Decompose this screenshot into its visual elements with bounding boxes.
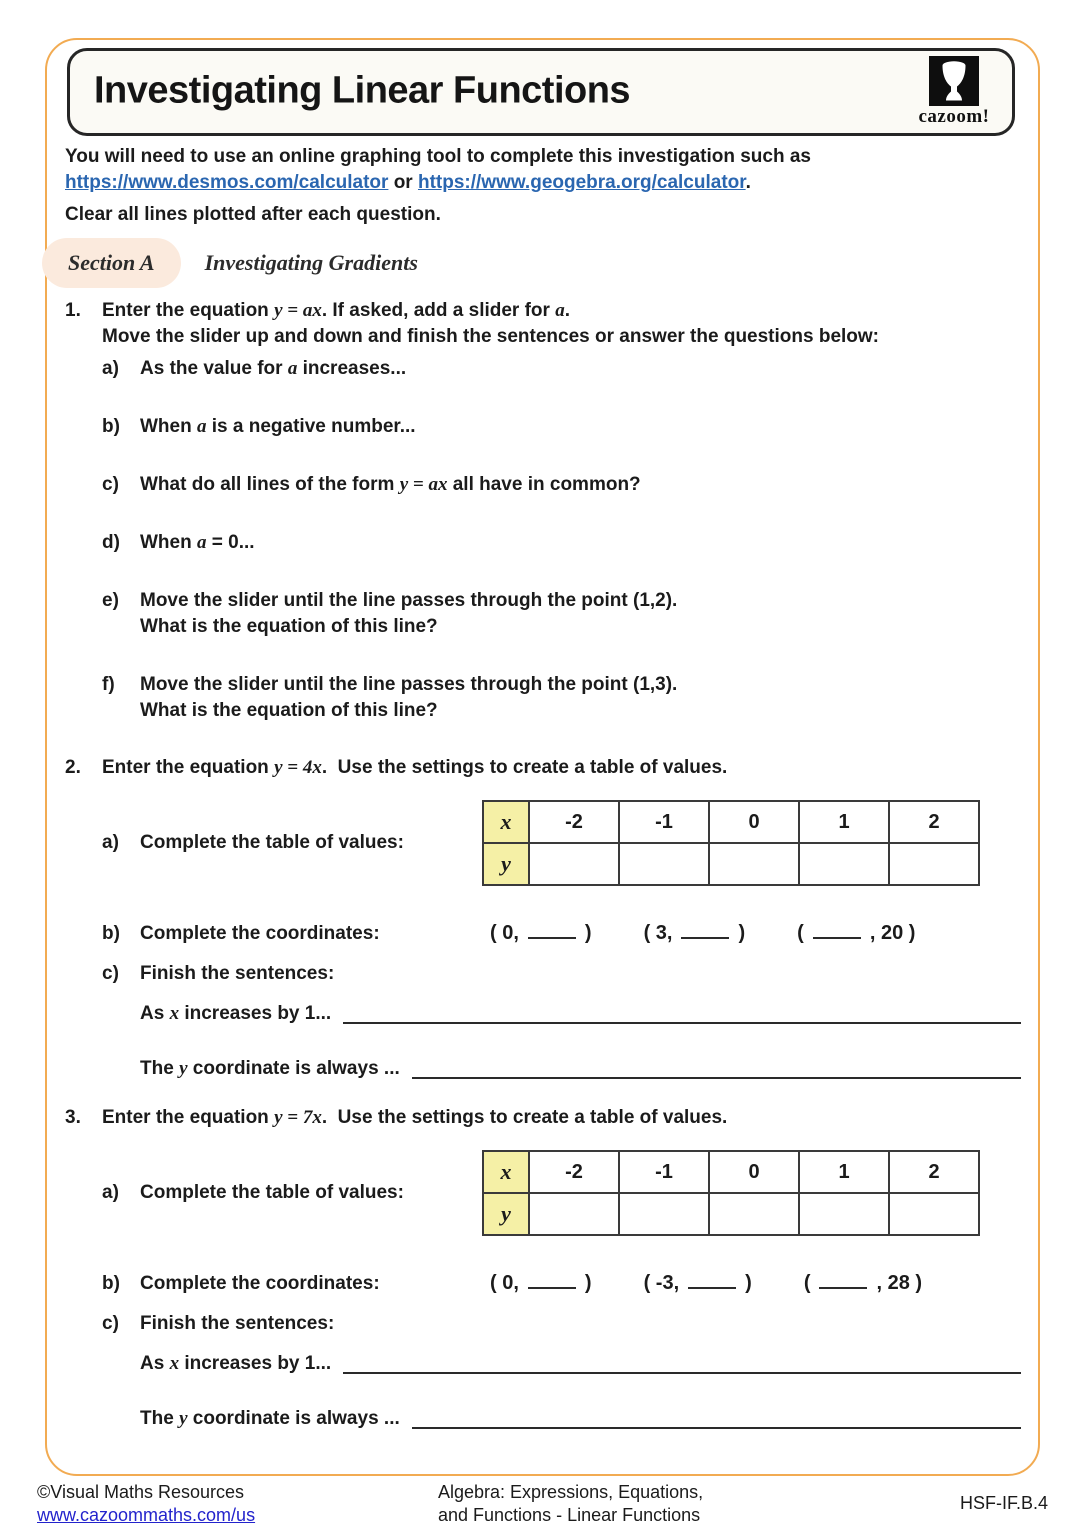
math-expression: a (197, 532, 207, 553)
text-seg: increases by 1... (179, 1003, 332, 1024)
question-2-number: 2. (65, 757, 81, 778)
q3-table-y-header: y (483, 1193, 529, 1235)
q2-sentence-1 (140, 1001, 1021, 1027)
answer-blank (819, 1275, 867, 1289)
footer-left (37, 1481, 255, 1527)
q3-sentence-1 (140, 1351, 1021, 1377)
intro-joiner: or (388, 172, 418, 193)
q3-values-table (482, 1150, 980, 1236)
q3-item-a-label: a) (102, 1182, 119, 1203)
text-seg: . Use the settings to create a table of values. (321, 757, 728, 778)
q3-table-y-cell-empty (889, 1193, 979, 1235)
text-seg: Enter the equation (102, 1107, 275, 1128)
q1-item-d (102, 530, 1021, 556)
q1-item-c (102, 472, 1021, 498)
q2-table-x-cell: 0 (709, 801, 799, 843)
math-expression: x (169, 1003, 180, 1024)
question-3 (65, 1105, 1021, 1432)
math-expression: y (179, 1058, 188, 1079)
answer-line (412, 1056, 1021, 1079)
question-3-head (65, 1105, 1021, 1131)
answer-blank (813, 925, 861, 939)
q3-item-c (102, 1311, 1021, 1337)
q2-table-x-cell: 2 (889, 801, 979, 843)
answer-blank (528, 925, 576, 939)
question-3-number: 3. (65, 1107, 81, 1128)
q1-item-a-text (140, 356, 1021, 382)
q1-item-b (102, 414, 1021, 440)
q3-item-a-labelgroup (102, 1180, 482, 1206)
q1-text-seg: Enter the equation (102, 300, 275, 321)
q2-table-x-row (483, 801, 979, 843)
text-seg: coordinate is always ... (187, 1408, 400, 1429)
coord-text: , 28 ) (876, 1272, 923, 1294)
q2-item-b-labelgroup (102, 921, 490, 947)
q2-table-y-cell-empty (799, 843, 889, 885)
math-expression: y = ax (274, 300, 322, 321)
q1-item-f-text (140, 672, 1021, 724)
q2-table-y-cell-empty (529, 843, 619, 885)
q2-sentence-2-text (140, 1056, 400, 1082)
q3-item-b-labelgroup (102, 1271, 490, 1297)
math-expression: y = ax (399, 474, 448, 495)
text-seg: What is the equation of this line? (140, 616, 438, 637)
q3-item-b-text: Complete the coordinates: (140, 1273, 380, 1294)
q2-item-b (102, 920, 1021, 947)
coordinate-group (644, 1270, 752, 1296)
q1-item-c-label: c) (102, 474, 119, 495)
q3-item-a (102, 1150, 1021, 1236)
text-seg: is a negative number... (206, 416, 416, 437)
q2-item-a (102, 800, 1021, 886)
question-3-text (102, 1105, 1021, 1131)
coordinate-group (490, 920, 592, 946)
q3-coordinates (490, 1270, 922, 1296)
math-expression: a (555, 300, 565, 321)
q2-table-x-header: x (483, 801, 529, 843)
q3-table-x-header: x (483, 1151, 529, 1193)
coord-text: ) (738, 922, 746, 944)
q1-item-b-label: b) (102, 416, 120, 437)
math-expression: a (197, 416, 207, 437)
answer-line (343, 1001, 1021, 1024)
coord-text: ) (584, 922, 592, 944)
q3-sentence-2-text (140, 1406, 400, 1432)
q3-table-y-cell-empty (709, 1193, 799, 1235)
cazoom-wordmark: cazoom! (918, 106, 990, 127)
q3-table-x-cell: 1 (799, 1151, 889, 1193)
text-seg: all have in common? (447, 474, 641, 495)
text-seg: increases... (297, 358, 407, 379)
text-seg: The (140, 1408, 180, 1429)
question-1-sublist (102, 356, 1021, 724)
text-seg: . Use the settings to create a table of values. (321, 1107, 728, 1128)
coord-text: ( -3, (643, 1272, 680, 1294)
q3-item-b-label: b) (102, 1273, 120, 1294)
q3-table-x-row (483, 1151, 979, 1193)
coordinate-group (804, 1270, 922, 1296)
coord-text: ) (584, 1272, 592, 1294)
q1-item-e-label: e) (102, 590, 119, 611)
q3-table-x-cell: 0 (709, 1151, 799, 1193)
coord-text: ( (803, 1272, 811, 1294)
q2-table-x-cell: -2 (529, 801, 619, 843)
q3-table-y-cell-empty (619, 1193, 709, 1235)
q1-text-seg: . (564, 300, 570, 321)
intro-period: . (745, 172, 751, 193)
q2-item-b-text: Complete the coordinates: (140, 923, 380, 944)
footer-site-link[interactable]: www.cazoommaths.com/us (37, 1505, 256, 1525)
answer-blank (688, 1275, 736, 1289)
footer-topic-line2: and Functions - Linear Functions (438, 1505, 701, 1525)
q3-sentence-1-text (140, 1351, 331, 1377)
coordinate-group (644, 920, 746, 946)
q2-sentence-1-text (140, 1001, 331, 1027)
q3-table-y-cell-empty (529, 1193, 619, 1235)
q1-item-f (102, 672, 1021, 724)
q3-table-x-cell: -2 (529, 1151, 619, 1193)
math-expression: y = 4x (274, 757, 322, 778)
text-seg: As the value for (140, 358, 288, 379)
text-seg: As (140, 1353, 170, 1374)
intro-text (65, 144, 1005, 196)
q3-item-c-text: Finish the sentences: (140, 1313, 335, 1334)
q1-item-d-text (140, 530, 1021, 556)
q1-text-seg: . If asked, add a slider for (321, 300, 556, 321)
footer-standard-code: HSF-IF.B.4 (959, 1493, 1048, 1513)
q2-table-y-row (483, 843, 979, 885)
text-seg: Move the slider until the line passes through the point (1,2). (140, 590, 678, 611)
q1-item-c-text (140, 472, 1021, 498)
q1-item-d-label: d) (102, 532, 120, 553)
text-seg: When (140, 416, 197, 437)
question-1-head (65, 298, 1021, 350)
q1-item-e (102, 588, 1021, 640)
answer-blank (528, 1275, 576, 1289)
worksheet-frame (45, 38, 1040, 1476)
footer-copyright: ©Visual Maths Resources (37, 1482, 245, 1502)
question-1-number: 1. (65, 300, 81, 321)
q1-item-f-label: f) (102, 674, 115, 695)
q2-table-y-cell-empty (709, 843, 799, 885)
coordinate-group (490, 1270, 592, 1296)
q2-item-a-labelgroup (102, 830, 482, 856)
footer-topic (438, 1481, 703, 1527)
text-seg: What do all lines of the form (140, 474, 400, 495)
q1-item-e-text (140, 588, 1021, 640)
footer-topic-line1: Algebra: Expressions, Equations, (438, 1482, 704, 1502)
desmos-link[interactable]: https://www.desmos.com/calculator (65, 172, 389, 193)
q2-table-y-cell-empty (619, 843, 709, 885)
text-seg: Move the slider until the line passes through the point (1,3). (140, 674, 678, 695)
answer-line (412, 1406, 1021, 1429)
math-expression: y (179, 1408, 188, 1429)
section-header (42, 238, 418, 288)
q1-item-a-label: a) (102, 358, 119, 379)
q3-item-c-label: c) (102, 1313, 119, 1334)
coord-text: , 20 ) (869, 922, 916, 944)
cazoom-logo (912, 56, 996, 128)
q3-sentence-2 (140, 1406, 1021, 1432)
coordinate-group (797, 920, 915, 946)
geogebra-link[interactable]: https://www.geogebra.org/calculator (417, 172, 746, 193)
q3-item-b (102, 1270, 1021, 1297)
q2-item-a-text: Complete the table of values: (140, 832, 404, 853)
text-seg: = 0... (206, 532, 255, 553)
coord-text: ( 3, (643, 922, 673, 944)
section-a-pill: Section A (42, 238, 181, 288)
math-expression: x (169, 1353, 180, 1374)
title-box (67, 48, 1015, 136)
text-seg: coordinate is always ... (187, 1058, 400, 1079)
q2-item-a-label: a) (102, 832, 119, 853)
cazoom-goblet-icon (929, 56, 979, 106)
q2-item-c-label: c) (102, 963, 119, 984)
q2-table-y-header: y (483, 843, 529, 885)
math-expression: y = 7x (274, 1107, 322, 1128)
question-2 (65, 755, 1021, 1082)
q3-table-y-row (483, 1193, 979, 1235)
q2-item-c (102, 961, 1021, 987)
q3-table-x-cell: 2 (889, 1151, 979, 1193)
q3-table-x-cell: -1 (619, 1151, 709, 1193)
q2-item-c-text: Finish the sentences: (140, 963, 335, 984)
q2-values-table (482, 800, 980, 886)
text-seg: Enter the equation (102, 757, 275, 778)
q1-item-b-text (140, 414, 1021, 440)
coord-text: ( 0, (490, 922, 519, 944)
clear-instruction: Clear all lines plotted after each question. (65, 204, 441, 225)
section-a-heading: Investigating Gradients (204, 250, 418, 275)
question-2-head (65, 755, 1021, 781)
coord-text: ( 0, (490, 1272, 519, 1294)
q1-item-a (102, 356, 1021, 382)
q2-sentence-2 (140, 1056, 1021, 1082)
text-seg: What is the equation of this line? (140, 700, 438, 721)
q3-item-a-text: Complete the table of values: (140, 1182, 404, 1203)
question-1 (65, 298, 1021, 724)
answer-line (343, 1351, 1021, 1374)
q2-table-y-cell-empty (889, 843, 979, 885)
math-expression: a (287, 358, 298, 379)
q2-item-b-label: b) (102, 923, 120, 944)
text-seg: The (140, 1058, 180, 1079)
answer-blank (681, 925, 729, 939)
text-seg: increases by 1... (179, 1353, 332, 1374)
coord-text: ( (797, 922, 804, 944)
question-1-text (102, 298, 1021, 350)
question-2-text (102, 755, 1021, 781)
q2-table-x-cell: -1 (619, 801, 709, 843)
text-seg: As (140, 1003, 170, 1024)
q2-coordinates (490, 920, 915, 946)
intro-line1: You will need to use an online graphing tool to complete this investigation such as (65, 146, 812, 167)
q3-table-y-cell-empty (799, 1193, 889, 1235)
text-seg: When (140, 532, 197, 553)
coord-text: ) (745, 1272, 752, 1294)
q1-text-line2: Move the slider up and down and finish the sentences or answer the questions below: (102, 326, 880, 347)
page-title: Investigating Linear Functions (94, 69, 631, 112)
q2-table-x-cell: 1 (799, 801, 889, 843)
